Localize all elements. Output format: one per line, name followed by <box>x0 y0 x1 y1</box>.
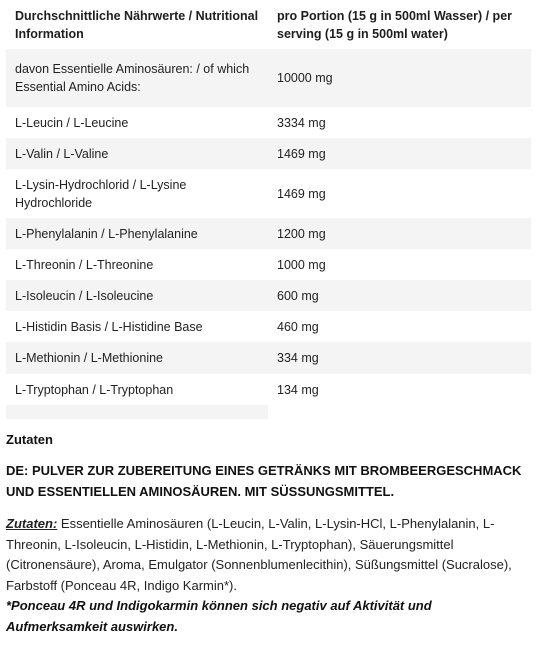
nutrient-name: davon Essentielle Aminosäuren: / of which Essential Amino Acids: <box>15 62 250 94</box>
nutrient-value: 10000 mg <box>277 71 333 85</box>
table-row <box>6 107 531 138</box>
nutrient-name: L-Phenylalanin / L-Phenylalanine <box>15 226 198 241</box>
nutrient-value: 334 mg <box>277 351 319 365</box>
table-row <box>6 342 531 374</box>
empty-cell <box>6 405 268 419</box>
nutrient-value: 460 mg <box>277 319 319 334</box>
nutrient-value: 1000 mg <box>277 257 326 272</box>
table-header-row <box>6 0 531 49</box>
nutrient-name: L-Leucin / L-Leucine <box>15 115 129 130</box>
table-row <box>6 218 531 249</box>
nutrient-name: L-Histidin Basis / L-Histidine Base <box>15 319 203 334</box>
header-nutrition-info: Durchschnittliche Nährwerte / Nutritional Information <box>15 8 259 41</box>
ingredients-heading: Zutaten <box>6 432 53 447</box>
nutrient-name: L-Isoleucin / L-Isoleucine <box>15 288 154 303</box>
table-row <box>6 374 531 405</box>
nutrient-name: L-Lysin-Hydrochlorid / L-Lysine Hydrochloride <box>15 177 187 210</box>
ingredients-paragraph <box>6 514 531 596</box>
empty-cell <box>268 405 531 419</box>
header-per-serving: pro Portion (15 g in 500ml Wasser) / per serving (15 g in 500ml water) <box>277 8 513 41</box>
nutrient-value: 3334 mg <box>277 115 326 130</box>
nutrient-value: 1469 mg <box>277 186 326 201</box>
ingredients-label: Zutaten: <box>6 516 58 531</box>
product-description: DE: PULVER ZUR ZUBEREITUNG EINES GETRÄNKS MIT BROMBEERGESCHMACK UND ESSENTIELLEN AMINOSÄUREN. MIT SÜSSUNGSMITTEL. <box>6 463 522 499</box>
table-row <box>6 49 531 107</box>
table-row <box>6 138 531 169</box>
nutrient-value: 600 mg <box>277 288 319 303</box>
table-row <box>6 311 531 342</box>
nutrient-name: L-Tryptophan / L-Tryptophan <box>15 382 174 397</box>
table-row <box>6 169 531 218</box>
colorant-warning: *Ponceau 4R und Indigokarmin können sich negativ auf Aktivität und Aufmerksamkeit auswirken. <box>6 598 432 634</box>
nutrient-value: 1200 mg <box>277 226 326 241</box>
nutrient-name: L-Valin / L-Valine <box>15 146 109 161</box>
table-row <box>6 249 531 280</box>
nutrient-value: 1469 mg <box>277 146 326 161</box>
nutrient-value: 134 mg <box>277 382 319 397</box>
nutrient-name: L-Threonin / L-Threonine <box>15 257 154 272</box>
nutrient-name: L-Methionin / L-Methionine <box>15 351 163 365</box>
table-empty-row <box>6 405 531 419</box>
table-row <box>6 280 531 311</box>
ingredients-text: Essentielle Aminosäuren (L-Leucin, L-Valin, L-Lysin-HCl, L-Phenylalanin, L-Threonin, L-Isoleucin, L-Histidin, L-Methionin, L-Tryptophan), Säuerungsmittel (Citronensäure), Aroma, Emulgator (Sonnenblumenlecithin), Süßungsmittel (Sucralose), Farbstoff (Ponceau 4R, Indigo Karmin*). <box>6 516 512 593</box>
nutrition-table <box>6 0 531 419</box>
